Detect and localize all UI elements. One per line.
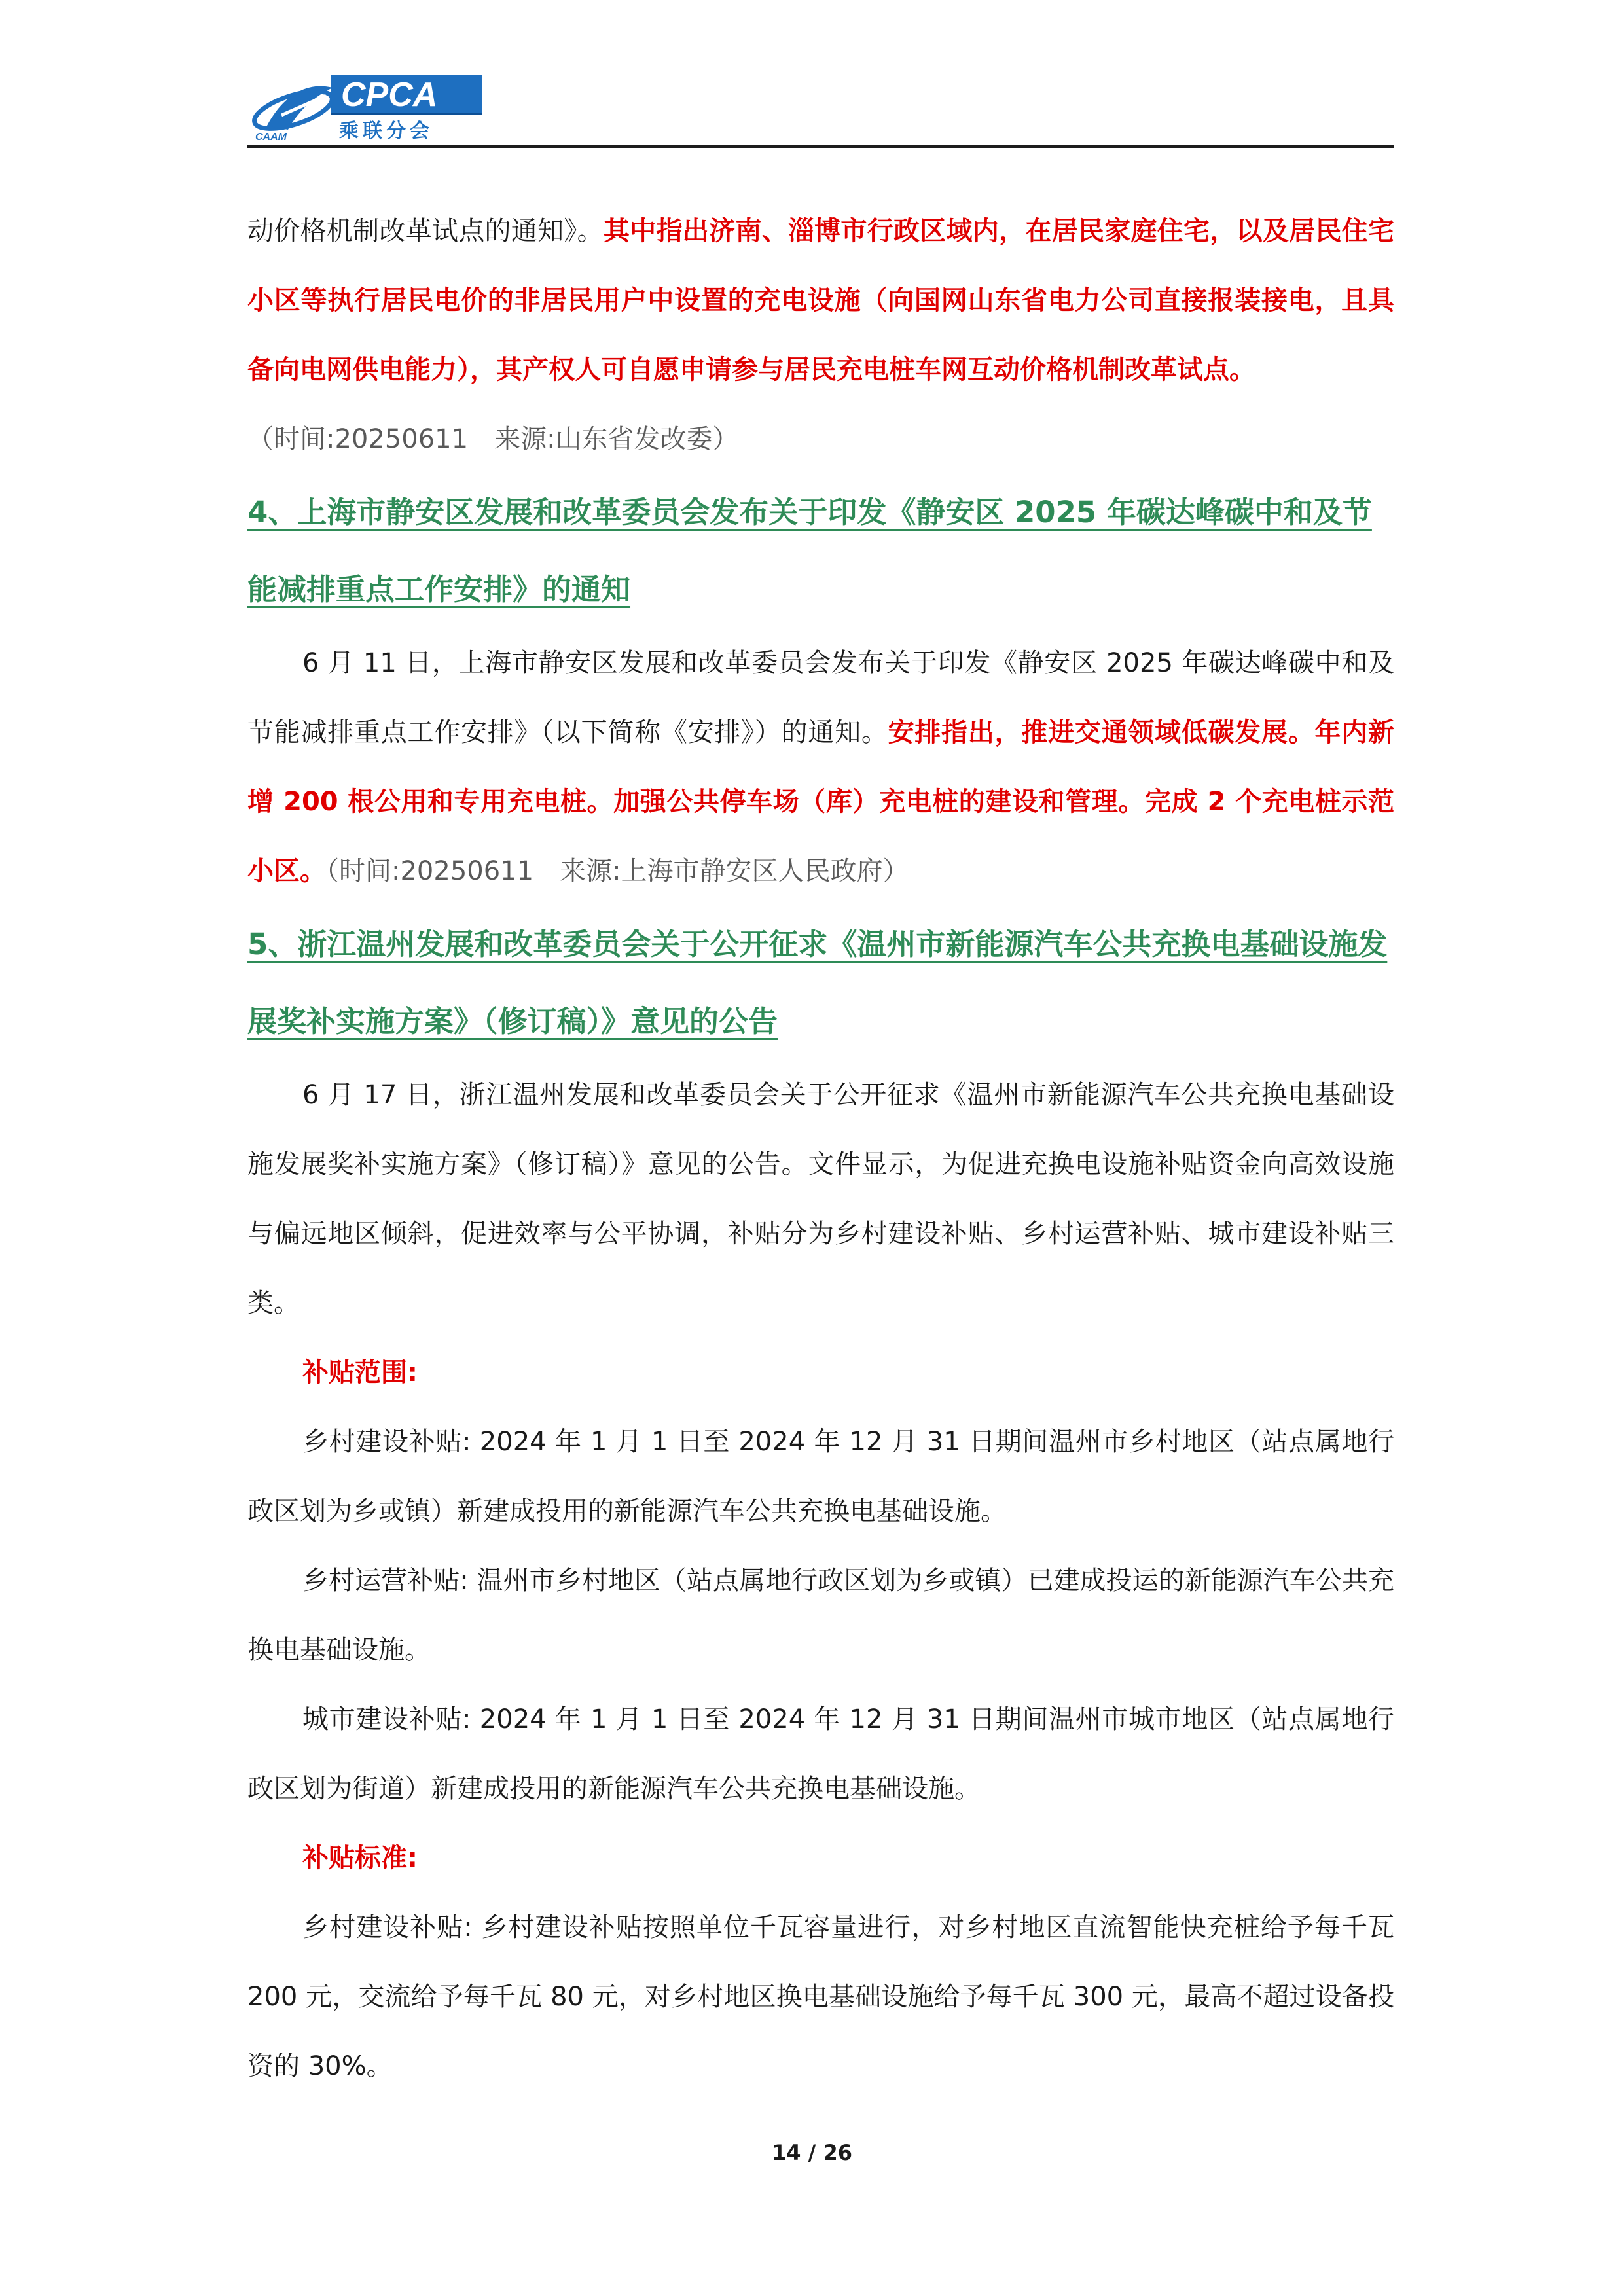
paragraph-continuation: [247, 196, 1394, 404]
section-heading-5: 5、浙江温州发展和改革委员会关于公开征求《温州市新能源汽车公共充换电基础设施发展奖补实施方案》（修订稿）》意见的公告: [247, 927, 1388, 1039]
paragraph-jingan: [247, 628, 1394, 906]
paragraph-rural-construction-standard: 乡村建设补贴: 乡村建设补贴按照单位千瓦容量进行，对乡村地区直流智能快充桩给予每千瓦 200 元，交流给予每千瓦 80 元，对乡村地区换电基础设施给予每千瓦 300 元，最高不超过设备投资的 30%。: [247, 1912, 1394, 2081]
paragraph-rural-construction: 乡村建设补贴: 2024 年 1 月 1 日至 2024 年 12 月 31 日期间温州市乡村地区（站点属地行政区划为乡或镇）新建成投用的新能源汽车公共充换电基础设施。: [247, 1427, 1394, 1526]
svg-text:CPCA: CPCA: [341, 76, 438, 114]
paragraph-wenzhou: 6 月 17 日，浙江温州发展和改革委员会关于公开征求《温州市新能源汽车公共充换电基础设施发展奖补实施方案》（修订稿）》意见的公告。文件显示，为促进充换电设施补贴资金向高效设施与偏远地区倾斜，促进效率与公平协调，补贴分为乡村建设补贴、乡村运营补贴、城市建设补贴三类。: [247, 1080, 1394, 1318]
page-header: [247, 65, 1394, 148]
label-subsidy-scope: 补贴范围:: [302, 1357, 418, 1388]
page-number: 14 / 26: [771, 2140, 853, 2165]
text-plain: 6 月 11 日，上海市静安区发展和改革委员会发布关于印发《静安区 2025 年碳达峰碳中和及节能减排重点工作安排》（以下简称《安排》）的通知。: [247, 648, 1394, 747]
paragraph-rural-operation: 乡村运营补贴: 温州市乡村地区（站点属地行政区划为乡或镇）已建成投运的新能源汽车公共充换电基础设施。: [247, 1566, 1394, 1665]
cpca-logo: [247, 69, 483, 143]
paragraph-urban-construction: 城市建设补贴: 2024 年 1 月 1 日至 2024 年 12 月 31 日期间温州市城市地区（站点属地行政区划为街道）新建成投用的新能源汽车公共充换电基础设施。: [247, 1704, 1394, 1804]
header-divider: [247, 145, 1394, 148]
source-note: （时间:20250611 来源:上海市静安区人民政府）: [326, 856, 909, 886]
svg-text:乘联分会: 乘联分会: [339, 120, 433, 143]
text-emphasis: 安排指出，推进交通领域低碳发展。年内新增 200 根公用和专用充电桩。加强公共停车场（库）充电桩的建设和管理。完成 2 个充电桩示范小区。: [247, 717, 1395, 886]
label-subsidy-standard: 补贴标准:: [302, 1843, 418, 1873]
source-note: （时间:20250611 来源:山东省发改委）: [247, 424, 739, 454]
document-body: [247, 196, 1394, 2101]
text-emphasis: 其中指出济南、淄博市行政区域内，在居民家庭住宅，以及居民住宅小区等执行居民电价的非居民用户中设置的充电设施（向国网山东省电力公司直接报装接电，且具备向电网供电能力），其产权人可自愿申请参与居民充电桩车网互动价格机制改革试点。: [247, 216, 1395, 385]
svg-text:CAAM: CAAM: [255, 132, 287, 143]
text-plain: 动价格机制改革试点的通知》。: [247, 216, 604, 246]
section-heading-4: 4、上海市静安区发展和改革委员会发布关于印发《静安区 2025 年碳达峰碳中和及节能减排重点工作安排》的通知: [247, 495, 1372, 607]
